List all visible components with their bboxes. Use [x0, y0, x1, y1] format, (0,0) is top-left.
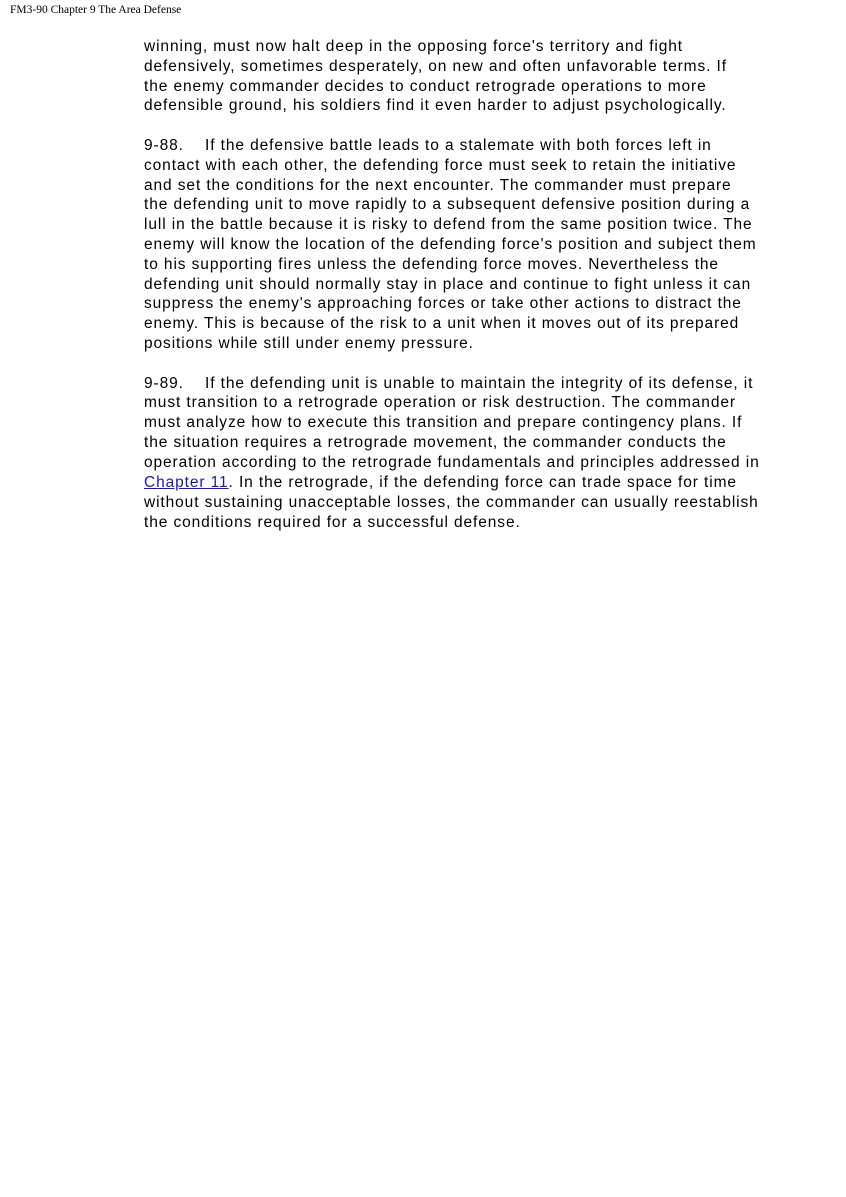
text-line: enemy. This is because of the risk to a unit when it moves out of its prepared	[144, 315, 740, 333]
text-line: the enemy commander decides to conduct retrograde operations to more	[144, 77, 707, 95]
text-line: to his supporting fires unless the defending force moves. Nevertheless the	[144, 255, 719, 273]
text-line: . In the retrograde, if the defending force can trade space for time	[228, 473, 737, 491]
paragraph-number: 9-89.	[144, 374, 184, 392]
text-line: enemy will know the location of the defending force's position and subject them	[144, 235, 757, 253]
text-line: must analyze how to execute this transition and prepare contingency plans. If	[144, 414, 743, 432]
text-line: defending unit should normally stay in place and continue to fight unless it can	[144, 275, 752, 293]
text-line: and set the conditions for the next encounter. The commander must prepare	[144, 176, 732, 194]
text-line: suppress the enemy's approaching forces or take other actions to distract the	[144, 295, 742, 313]
text-line: operation according to the retrograde fundamentals and principles addressed in	[144, 453, 760, 471]
text-line: contact with each other, the defending force must seek to retain the initiative	[144, 156, 737, 174]
chapter-11-link[interactable]: Chapter 11	[144, 473, 229, 491]
text-line: defensible ground, his soldiers find it even harder to adjust psychologically.	[144, 97, 727, 115]
document-body	[144, 37, 809, 553]
text-line: If the defensive battle leads to a stalemate with both forces left in	[205, 136, 712, 154]
text-line: defensively, sometimes desperately, on new and often unfavorable terms. If	[144, 57, 727, 75]
page-header-title: FM3-90 Chapter 9 The Area Defense	[10, 4, 182, 16]
paragraph-9-89	[144, 374, 809, 533]
paragraph-number: 9-88.	[144, 136, 184, 154]
text-line: winning, must now halt deep in the opposing force's territory and fight	[144, 38, 684, 55]
paragraph-9-88	[144, 136, 809, 354]
text-line: the defending unit to move rapidly to a subsequent defensive position during a	[144, 196, 751, 214]
text-line: the situation requires a retrograde movement, the commander conducts the	[144, 433, 727, 451]
text-line: positions while still under enemy pressure.	[144, 334, 474, 352]
text-line: must transition to a retrograde operation or risk destruction. The commander	[144, 394, 736, 412]
text-line: lull in the battle because it is risky to defend from the same position twice. The	[144, 216, 753, 234]
paragraph-continuation	[144, 37, 809, 116]
text-line: without sustaining unacceptable losses, the commander can usually reestablish	[144, 494, 759, 512]
text-line: the conditions required for a successful defense.	[144, 514, 521, 532]
text-line: If the defending unit is unable to maintain the integrity of its defense, it	[205, 374, 754, 392]
